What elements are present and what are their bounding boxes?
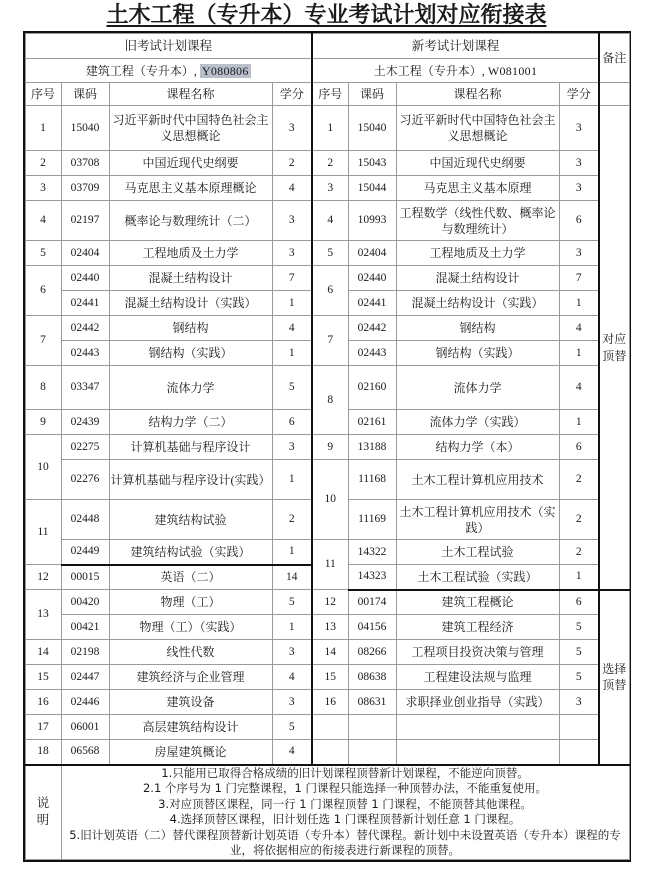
old-code: 02449 <box>61 540 109 565</box>
new-seq: 16 <box>312 690 348 715</box>
remark-corresponding <box>599 106 629 590</box>
new-course-name: 钢结构 <box>396 316 559 341</box>
old-code: 00015 <box>61 565 109 590</box>
old-seq: 4 <box>25 201 61 241</box>
new-course-name: 结构力学（本） <box>396 435 559 460</box>
old-course-name: 混凝土结构设计（实践） <box>109 291 272 316</box>
new-seq: 7 <box>312 316 348 366</box>
new-seq: 5 <box>312 241 348 266</box>
new-course-name: 中国近现代史纲要 <box>396 151 559 176</box>
note-item-1: 1.只能用已取得合格成绩的旧计划课程顶替新计划课程，不能逆向顶替。 <box>161 765 529 780</box>
old-course-name: 物理（工）（实践） <box>109 615 272 640</box>
note-item-3: 3.对应顶替区课程，同一行 1 门课程顶替 1 门课程，不能顶替其他课程。 <box>158 796 532 811</box>
new-course-name: 钢结构（实践） <box>396 341 559 366</box>
new-course-name: 混凝土结构设计（实践） <box>396 291 559 316</box>
new-credit: 1 <box>559 410 599 435</box>
old-course-name: 建筑结构试验（实践） <box>109 540 272 565</box>
old-code: 00420 <box>61 590 109 615</box>
notes-label-line2: 明 <box>36 813 50 828</box>
old-course-name: 结构力学（二） <box>109 410 272 435</box>
old-course-name: 物理（工） <box>109 590 272 615</box>
old-credit: 1 <box>272 540 312 565</box>
new-code: 02441 <box>348 291 396 316</box>
course-row <box>25 460 629 500</box>
page-title: 土木工程（专升本）专业考试计划对应衔接表 <box>106 2 547 27</box>
new-credit: 3 <box>559 241 599 266</box>
new-plan-band-header: 新考试计划课程 <box>312 34 599 59</box>
course-row <box>25 241 629 266</box>
new-credit: 5 <box>559 640 599 665</box>
new-code: 13188 <box>348 435 396 460</box>
old-seq: 16 <box>25 690 61 715</box>
remark-corresponding-line1: 对应 <box>602 332 627 347</box>
new-seq: 15 <box>312 665 348 690</box>
old-seq: 15 <box>25 665 61 690</box>
remark-corresponding-line2: 顶替 <box>602 348 627 363</box>
old-code: 02275 <box>61 435 109 460</box>
old-credit: 3 <box>272 201 312 241</box>
old-credit: 4 <box>272 176 312 201</box>
old-seq: 8 <box>25 366 61 410</box>
new-course-name: 混凝土结构设计 <box>396 266 559 291</box>
new-course-name: 工程项目投资决策与管理 <box>396 640 559 665</box>
old-course-name: 习近平新时代中国特色社会主义思想概论 <box>109 106 272 151</box>
articulation-table-frame <box>23 31 631 862</box>
old-code: 03708 <box>61 151 109 176</box>
new-credit: 5 <box>559 665 599 690</box>
old-course-name: 高层建筑结构设计 <box>109 715 272 740</box>
col-header-new-course: 课程名称 <box>396 83 559 106</box>
new-plan-code: W081001 <box>487 63 538 78</box>
new-code: 02161 <box>348 410 396 435</box>
new-course-name: 流体力学（实践） <box>396 410 559 435</box>
new-seq: 3 <box>312 176 348 201</box>
new-code: 10993 <box>348 201 396 241</box>
old-code: 02198 <box>61 640 109 665</box>
new-course-empty <box>396 715 559 740</box>
new-code: 15043 <box>348 151 396 176</box>
course-row <box>25 540 629 565</box>
old-course-name: 混凝土结构设计 <box>109 266 272 291</box>
old-course-name: 计算机基础与程序设计 <box>109 435 272 460</box>
old-seq: 7 <box>25 316 61 366</box>
old-code: 06568 <box>61 740 109 765</box>
new-credit-empty <box>559 715 599 740</box>
course-row <box>25 640 629 665</box>
course-row <box>25 615 629 640</box>
new-credit: 5 <box>559 615 599 640</box>
old-seq: 18 <box>25 740 61 765</box>
new-seq: 8 <box>312 366 348 435</box>
old-course-name: 工程地质及土力学 <box>109 241 272 266</box>
old-credit: 5 <box>272 366 312 410</box>
old-code: 02276 <box>61 460 109 500</box>
new-code-empty <box>348 740 396 765</box>
new-code: 08631 <box>348 690 396 715</box>
new-code: 11169 <box>348 500 396 540</box>
old-credit: 14 <box>272 565 312 590</box>
new-code: 02443 <box>348 341 396 366</box>
old-credit: 5 <box>272 715 312 740</box>
course-row <box>25 740 629 765</box>
table-body <box>25 34 629 860</box>
new-credit: 4 <box>559 316 599 341</box>
notes-body <box>61 765 629 860</box>
new-seq: 14 <box>312 640 348 665</box>
old-credit: 7 <box>272 266 312 291</box>
new-code: 02442 <box>348 316 396 341</box>
notes-label-line1: 说 <box>36 796 50 811</box>
note-item-5: 5.旧计划英语（二）替代课程顶替新计划英语（专升本）替代课程。新计划中未设置英语（专升本）课程的专业，将依据相应的衔接表进行新课程的顶替。 <box>69 827 621 858</box>
new-code: 02440 <box>348 266 396 291</box>
course-row <box>25 590 629 615</box>
remark-header-spacer <box>599 83 629 106</box>
old-credit: 6 <box>272 410 312 435</box>
old-plan-code-highlight: Y080806 <box>201 63 249 78</box>
new-seq: 9 <box>312 435 348 460</box>
new-plan-name-text: 土木工程（专升本）, <box>373 63 485 78</box>
old-course-name: 房屋建筑概论 <box>109 740 272 765</box>
old-plan-name-text: 建筑工程（专升本）, <box>85 63 197 78</box>
note-item-2: 2.1 个序号为 1 门完整课程，1 门课程只能选择一种顶替办法，不能重复使用。 <box>142 781 548 796</box>
old-credit: 1 <box>272 341 312 366</box>
old-code: 15040 <box>61 106 109 151</box>
new-credit-empty <box>559 740 599 765</box>
old-credit: 3 <box>272 106 312 151</box>
old-code: 02447 <box>61 665 109 690</box>
new-credit: 1 <box>559 565 599 590</box>
old-course-name: 英语（二） <box>109 565 272 590</box>
col-header-old-course: 课程名称 <box>109 83 272 106</box>
old-credit: 1 <box>272 615 312 640</box>
notes-row <box>25 765 629 860</box>
col-header-old-code: 课码 <box>61 83 109 106</box>
new-course-name: 土木工程计算机应用技术 <box>396 460 559 500</box>
new-course-name: 建筑工程概论 <box>396 590 559 615</box>
old-seq: 5 <box>25 241 61 266</box>
course-row <box>25 151 629 176</box>
old-plan-band-header: 旧考试计划课程 <box>25 34 312 59</box>
new-credit: 6 <box>559 201 599 241</box>
old-seq: 6 <box>25 266 61 316</box>
course-row <box>25 201 629 241</box>
old-credit: 1 <box>272 291 312 316</box>
new-credit: 1 <box>559 291 599 316</box>
new-credit: 3 <box>559 176 599 201</box>
old-credit: 5 <box>272 590 312 615</box>
old-course-name: 建筑结构试验 <box>109 500 272 540</box>
old-code: 02197 <box>61 201 109 241</box>
old-seq: 11 <box>25 500 61 565</box>
old-code: 02440 <box>61 266 109 291</box>
new-course-empty <box>396 740 559 765</box>
new-seq: 13 <box>312 615 348 640</box>
new-seq-empty <box>312 740 348 765</box>
old-credit: 4 <box>272 316 312 341</box>
new-credit: 6 <box>559 590 599 615</box>
new-seq: 6 <box>312 266 348 316</box>
old-code: 06001 <box>61 715 109 740</box>
old-seq: 13 <box>25 590 61 640</box>
old-credit: 3 <box>272 241 312 266</box>
new-course-name: 求职择业创业指导（实践） <box>396 690 559 715</box>
old-seq: 10 <box>25 435 61 500</box>
new-credit: 3 <box>559 690 599 715</box>
new-code: 02160 <box>348 366 396 410</box>
articulation-table <box>25 33 630 860</box>
new-course-name: 土木工程试验（实践） <box>396 565 559 590</box>
old-course-name: 钢结构 <box>109 316 272 341</box>
new-credit: 7 <box>559 266 599 291</box>
old-seq: 2 <box>25 151 61 176</box>
old-course-name: 概率论与数理统计（二） <box>109 201 272 241</box>
old-code: 02443 <box>61 341 109 366</box>
new-seq-empty <box>312 715 348 740</box>
col-header-old-seq: 序号 <box>25 83 61 106</box>
old-course-name: 建筑经济与企业管理 <box>109 665 272 690</box>
new-code: 08638 <box>348 665 396 690</box>
old-credit: 3 <box>272 690 312 715</box>
new-seq: 4 <box>312 201 348 241</box>
old-course-name: 线性代数 <box>109 640 272 665</box>
new-credit: 3 <box>559 151 599 176</box>
course-row <box>25 106 629 151</box>
course-row <box>25 435 629 460</box>
new-course-name: 土木工程计算机应用技术（实践） <box>396 500 559 540</box>
course-row <box>25 690 629 715</box>
new-credit: 6 <box>559 435 599 460</box>
old-credit: 4 <box>272 665 312 690</box>
old-code: 02404 <box>61 241 109 266</box>
old-seq: 1 <box>25 106 61 151</box>
new-code: 15040 <box>348 106 396 151</box>
new-seq: 1 <box>312 106 348 151</box>
new-course-name: 流体力学 <box>396 366 559 410</box>
old-code: 02441 <box>61 291 109 316</box>
new-seq: 10 <box>312 460 348 540</box>
old-credit: 2 <box>272 151 312 176</box>
old-plan-name <box>25 59 312 83</box>
new-course-name: 马克思主义基本原理 <box>396 176 559 201</box>
new-code: 11168 <box>348 460 396 500</box>
course-row <box>25 715 629 740</box>
remark-optional-line1: 选择 <box>602 662 627 677</box>
header-band-row <box>25 34 629 59</box>
old-course-name: 中国近现代史纲要 <box>109 151 272 176</box>
old-seq: 9 <box>25 410 61 435</box>
old-seq: 17 <box>25 715 61 740</box>
old-credit: 3 <box>272 435 312 460</box>
remark-optional-line2: 顶替 <box>602 678 627 693</box>
col-header-new-seq: 序号 <box>312 83 348 106</box>
plan-name-row <box>25 59 629 83</box>
course-row <box>25 176 629 201</box>
new-credit: 2 <box>559 500 599 540</box>
new-plan-name <box>312 59 599 83</box>
old-credit: 4 <box>272 740 312 765</box>
new-course-name: 工程数学（线性代数、概率论与数理统计） <box>396 201 559 241</box>
new-code: 04156 <box>348 615 396 640</box>
new-code: 14322 <box>348 540 396 565</box>
col-header-old-credit: 学分 <box>272 83 312 106</box>
old-code: 02448 <box>61 500 109 540</box>
new-seq: 12 <box>312 590 348 615</box>
old-code: 00421 <box>61 615 109 640</box>
new-code: 08266 <box>348 640 396 665</box>
new-course-name: 工程地质及土力学 <box>396 241 559 266</box>
course-row <box>25 316 629 341</box>
old-course-name: 建筑设备 <box>109 690 272 715</box>
old-course-name: 钢结构（实践） <box>109 341 272 366</box>
new-credit: 2 <box>559 460 599 500</box>
course-row <box>25 266 629 291</box>
old-code: 02446 <box>61 690 109 715</box>
old-course-name: 计算机基础与程序设计(实践） <box>109 460 272 500</box>
remark-column-header: 备注 <box>599 34 629 83</box>
new-course-name: 建筑工程经济 <box>396 615 559 640</box>
new-credit: 3 <box>559 106 599 151</box>
new-code: 14323 <box>348 565 396 590</box>
old-code: 02442 <box>61 316 109 341</box>
note-item-4: 4.选择顶替区课程，旧计划任选 1 门课程顶替新计划任意 1 门课程。 <box>169 812 521 827</box>
new-code-empty <box>348 715 396 740</box>
old-credit: 2 <box>272 500 312 540</box>
old-code: 03709 <box>61 176 109 201</box>
old-credit: 1 <box>272 460 312 500</box>
new-course-name: 习近平新时代中国特色社会主义思想概论 <box>396 106 559 151</box>
old-code: 03347 <box>61 366 109 410</box>
old-course-name: 马克思主义基本原理概论 <box>109 176 272 201</box>
new-credit: 1 <box>559 341 599 366</box>
old-seq: 3 <box>25 176 61 201</box>
course-row <box>25 665 629 690</box>
old-code: 02439 <box>61 410 109 435</box>
new-course-name: 土木工程试验 <box>396 540 559 565</box>
new-code: 00174 <box>348 590 396 615</box>
old-course-name: 流体力学 <box>109 366 272 410</box>
remark-optional <box>599 590 629 765</box>
new-seq: 2 <box>312 151 348 176</box>
new-course-name: 工程建设法规与监理 <box>396 665 559 690</box>
col-header-new-credit: 学分 <box>559 83 599 106</box>
old-seq: 12 <box>25 565 61 590</box>
col-header-new-code: 课码 <box>348 83 396 106</box>
course-row <box>25 366 629 410</box>
new-seq: 11 <box>312 540 348 590</box>
new-credit: 2 <box>559 540 599 565</box>
old-credit: 3 <box>272 640 312 665</box>
column-header-row <box>25 83 629 106</box>
new-credit: 4 <box>559 366 599 410</box>
new-code: 02404 <box>348 241 396 266</box>
notes-label <box>25 765 61 860</box>
old-seq: 14 <box>25 640 61 665</box>
new-code: 15044 <box>348 176 396 201</box>
